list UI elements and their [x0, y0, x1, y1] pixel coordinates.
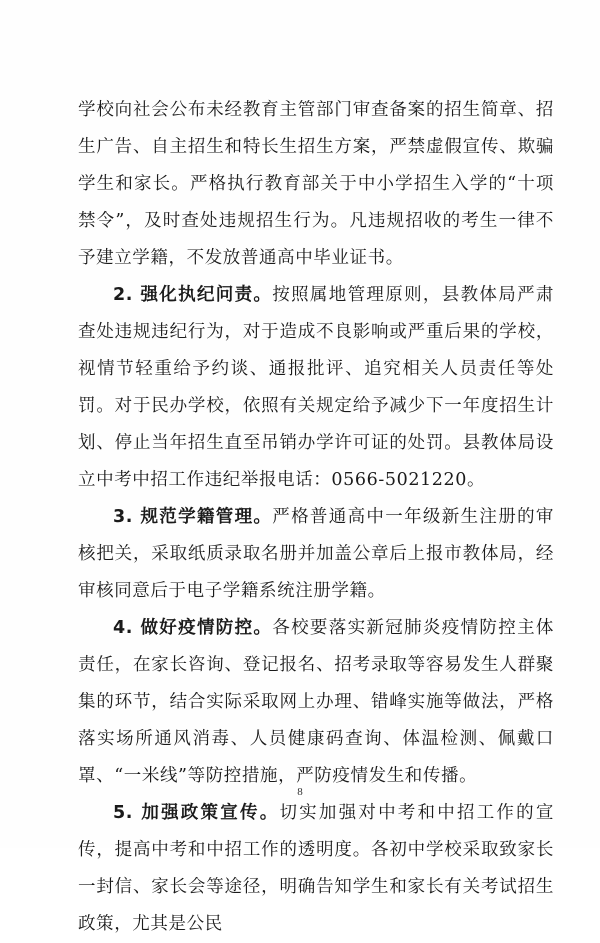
paragraph-text: 按照属地管理原则，县教体局严肃查处违规违纪行为，对于造成不良影响或严重后果的学校，视情节轻重给予约谈、通报批评、追究相关人员责任等处罚。对于民办学校，依照有关规定给予减少下一年度招生计划、停止当年招生直至吊销办学许可证的处罚。县教体局设立中考中招工作违纪举报电话：0566-5021220。: [78, 285, 554, 490]
paragraph-text: 切实加强对中考和中招工作的宣传，提高中考和中招工作的透明度。各初中学校采取致家长一封信、家长会等途径，明确告知学生和家长有关考试招生政策，尤其是公民: [78, 803, 554, 934]
paragraph-text: 学校向社会公布未经教育主管部门审查备案的招生简章、招生广告、自主招生和特长生招生方案，严禁虚假宣传、欺骗学生和家长。严格执行教育部关于中小学招生入学的“十项禁令”，及时查处违规招生行为。凡违规招收的考生一律不予建立学籍，不发放普通高中毕业证书。: [78, 100, 554, 268]
paragraph-policy-publicity: [78, 795, 554, 943]
document-body: [78, 92, 554, 943]
paragraph-epidemic-control: [78, 610, 554, 795]
paragraph-continuation: [78, 92, 554, 277]
section-heading: 5. 加强政策宣传。: [113, 803, 280, 823]
paragraph-student-registry: [78, 499, 554, 610]
page-number: 8: [297, 786, 303, 798]
paragraph-text: 各校要落实新冠肺炎疫情防控主体责任，在家长咨询、登记报名、招考录取等容易发生人群聚集的环节，结合实际采取网上办理、错峰实施等做法，严格落实场所通风消毒、人员健康码查询、体温检测、佩戴口罩、“一米线”等防控措施，严防疫情发生和传播。: [78, 618, 554, 786]
paragraph-text: 严格普通高中一年级新生注册的审核把关，采取纸质录取名册并加盖公章后上报市教体局，经审核同意后于电子学籍系统注册学籍。: [78, 507, 554, 601]
paragraph-discipline-accountability: [78, 277, 554, 499]
section-heading: 2. 强化执纪问责。: [113, 285, 273, 305]
section-heading: 4. 做好疫情防控。: [113, 618, 273, 638]
section-heading: 3. 规范学籍管理。: [113, 507, 273, 527]
